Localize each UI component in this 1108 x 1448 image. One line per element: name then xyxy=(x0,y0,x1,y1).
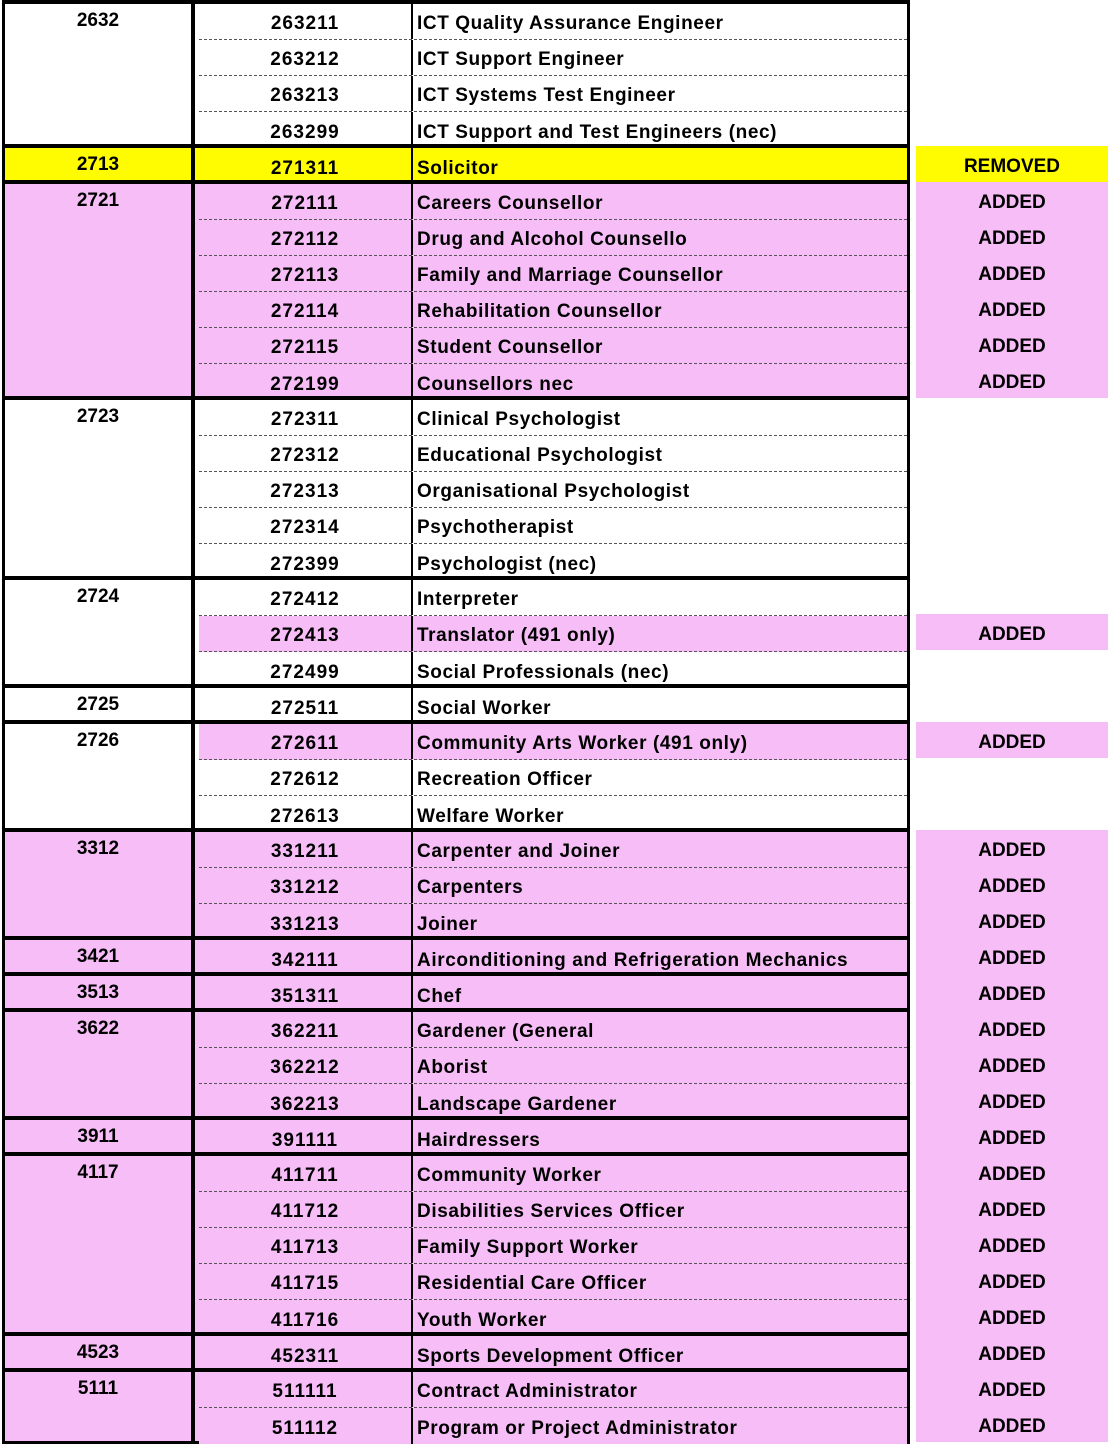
status-cell xyxy=(916,1226,1108,1262)
occupation-title-text: Family Support Worker xyxy=(417,1237,639,1258)
anzsco-code: 272611 xyxy=(270,733,340,754)
status-badge: ADDED xyxy=(978,300,1046,321)
anzsco-code: 411713 xyxy=(270,1237,340,1258)
occupation-row[interactable] xyxy=(199,544,907,580)
status-cell xyxy=(916,290,1108,326)
anzsco-code: 411715 xyxy=(270,1273,340,1294)
anzsco-code: 272511 xyxy=(270,698,340,719)
status-badge: ADDED xyxy=(978,948,1046,969)
status-cell xyxy=(916,794,1108,830)
occupation-row[interactable] xyxy=(199,1408,907,1444)
occupation-title-text: Residential Care Officer xyxy=(417,1273,647,1294)
status-cell xyxy=(916,218,1108,254)
occupation-row[interactable] xyxy=(199,1336,907,1372)
occupation-group xyxy=(2,1332,910,1372)
occupation-title-text: Careers Counsellor xyxy=(417,193,604,214)
occupation-title-text: Rehabilitation Counsellor xyxy=(417,301,663,322)
status-cell xyxy=(916,146,1108,182)
status-badge: ADDED xyxy=(978,876,1046,897)
occupation-title-text: Organisational Psychologist xyxy=(417,481,690,502)
occupation-row[interactable] xyxy=(199,652,907,688)
occupation-title xyxy=(411,400,907,435)
unit-group-code: 2724 xyxy=(5,580,195,685)
occupation-title-text: Carpenter and Joiner xyxy=(417,841,621,862)
status-cell xyxy=(916,182,1108,218)
status-cell xyxy=(916,434,1108,470)
occupation-title xyxy=(411,760,907,795)
anzsco-code: 411712 xyxy=(270,1201,340,1222)
occupation-row[interactable] xyxy=(199,832,907,868)
status-cell xyxy=(916,398,1108,434)
occupation-row[interactable] xyxy=(199,868,907,904)
status-badge: ADDED xyxy=(978,912,1046,933)
anzsco-code: 272311 xyxy=(270,409,340,430)
status-cell xyxy=(916,38,1108,74)
anzsco-code: 272112 xyxy=(270,229,340,250)
anzsco-code: 511111 xyxy=(272,1381,338,1402)
anzsco-code: 263213 xyxy=(270,85,340,106)
occupation-row[interactable] xyxy=(199,688,907,724)
occupation-row[interactable] xyxy=(199,760,907,796)
occupation-title-text: Chef xyxy=(417,986,462,1007)
occupation-title xyxy=(411,724,907,759)
unit-group-code: 4523 xyxy=(5,1336,195,1369)
occupation-title xyxy=(411,184,907,219)
anzsco-code: 272612 xyxy=(270,769,340,790)
occupation-title-text: ICT Quality Assurance Engineer xyxy=(417,13,724,34)
anzsco-code: 263299 xyxy=(270,122,340,143)
status-cell xyxy=(916,542,1108,578)
unit-group-code: 2721 xyxy=(5,184,195,397)
occupation-title xyxy=(411,1408,907,1444)
occupation-group xyxy=(2,684,910,724)
occupation-title-text: Joiner xyxy=(417,914,478,935)
unit-group-code: 3911 xyxy=(5,1120,195,1153)
anzsco-code: 362212 xyxy=(270,1057,340,1078)
status-cell xyxy=(916,1298,1108,1334)
occupation-group xyxy=(2,1152,910,1336)
occupation-row[interactable] xyxy=(199,76,907,112)
occupation-title-text: Student Counsellor xyxy=(417,337,604,358)
occupation-title-text: Sports Development Officer xyxy=(417,1346,684,1367)
status-cell xyxy=(916,326,1108,362)
status-cell xyxy=(916,254,1108,290)
occupation-group xyxy=(2,972,910,1012)
anzsco-code: 272399 xyxy=(270,554,340,575)
occupation-title xyxy=(411,1120,907,1156)
occupation-title-text: Psychotherapist xyxy=(417,517,574,538)
status-cell xyxy=(916,1262,1108,1298)
occupation-row[interactable] xyxy=(199,1120,907,1156)
occupation-title-text: Airconditioning and Refrigeration Mechanics xyxy=(417,950,849,971)
occupation-title-text: Psychologist (nec) xyxy=(417,554,597,575)
occupation-title xyxy=(411,796,907,832)
status-badge: ADDED xyxy=(978,1128,1046,1149)
status-badge: ADDED xyxy=(978,192,1046,213)
unit-group-code: 2725 xyxy=(5,688,195,721)
occupation-title-text: Carpenters xyxy=(417,877,524,898)
occupation-title-text: Social Professionals (nec) xyxy=(417,662,670,683)
status-cell xyxy=(916,1334,1108,1370)
status-cell xyxy=(916,1046,1108,1082)
occupation-title xyxy=(411,580,907,615)
status-cell xyxy=(916,110,1108,146)
occupation-row[interactable] xyxy=(199,940,907,976)
occupation-title xyxy=(411,1372,907,1407)
occupation-title xyxy=(411,1300,907,1336)
status-badge: ADDED xyxy=(978,1416,1046,1437)
anzsco-code: 331211 xyxy=(270,841,340,862)
anzsco-code: 342111 xyxy=(271,950,339,971)
anzsco-code: 272115 xyxy=(270,337,340,358)
status-cell xyxy=(916,1190,1108,1226)
status-cell xyxy=(916,1082,1108,1118)
unit-group-code: 3421 xyxy=(5,940,195,973)
occupation-group xyxy=(2,720,910,832)
occupation-row[interactable] xyxy=(199,508,907,544)
occupation-title xyxy=(411,436,907,471)
occupation-row[interactable] xyxy=(199,184,907,220)
occupation-title xyxy=(411,832,907,867)
anzsco-code: 411716 xyxy=(270,1310,340,1331)
status-cell xyxy=(916,470,1108,506)
occupation-title xyxy=(411,1336,907,1372)
anzsco-code: 272111 xyxy=(271,193,339,214)
status-badge: ADDED xyxy=(978,264,1046,285)
anzsco-code: 272412 xyxy=(270,589,340,610)
occupation-title-text: ICT Systems Test Engineer xyxy=(417,85,676,106)
status-cell xyxy=(916,686,1108,722)
occupation-row[interactable] xyxy=(199,112,907,148)
occupation-row[interactable] xyxy=(199,256,907,292)
status-badge: ADDED xyxy=(978,840,1046,861)
occupation-title-text: ICT Support Engineer xyxy=(417,49,625,70)
status-cell xyxy=(916,1010,1108,1046)
status-badge: ADDED xyxy=(978,1344,1046,1365)
status-badge: ADDED xyxy=(978,1200,1046,1221)
occupation-title xyxy=(411,1192,907,1227)
occupation-row[interactable] xyxy=(199,1264,907,1300)
occupation-row[interactable] xyxy=(199,580,907,616)
anzsco-code: 271311 xyxy=(270,158,340,179)
unit-group-code: 3312 xyxy=(5,832,195,937)
anzsco-code: 331212 xyxy=(270,877,340,898)
occupation-title xyxy=(411,940,907,976)
occupation-group xyxy=(2,828,910,940)
occupation-group xyxy=(2,1008,910,1120)
occupation-title xyxy=(411,1048,907,1083)
occupation-row[interactable] xyxy=(199,1084,907,1120)
occupation-title-text: Social Worker xyxy=(417,698,552,719)
occupation-group xyxy=(2,144,910,184)
anzsco-code: 272313 xyxy=(270,481,340,502)
occupation-title-text: Disabilities Services Officer xyxy=(417,1201,685,1222)
occupation-row[interactable] xyxy=(199,1300,907,1336)
occupation-title-text: Clinical Psychologist xyxy=(417,409,621,430)
occupation-title xyxy=(411,1228,907,1263)
occupation-row[interactable] xyxy=(199,292,907,328)
occupation-title xyxy=(411,508,907,543)
occupation-title xyxy=(411,328,907,363)
occupation-title xyxy=(411,1012,907,1047)
occupation-row[interactable] xyxy=(199,40,907,76)
status-cell xyxy=(916,902,1108,938)
status-cell xyxy=(916,974,1108,1010)
status-cell xyxy=(916,1118,1108,1154)
status-badge: ADDED xyxy=(978,228,1046,249)
occupation-row[interactable] xyxy=(199,148,907,184)
occupation-group xyxy=(2,396,910,580)
status-cell xyxy=(916,866,1108,902)
occupation-title-text: Interpreter xyxy=(417,589,519,610)
occupation-title xyxy=(411,364,907,400)
occupation-title-text: Family and Marriage Counsellor xyxy=(417,265,724,286)
occupation-title xyxy=(411,868,907,903)
anzsco-code: 272314 xyxy=(270,517,340,538)
occupation-row[interactable] xyxy=(199,976,907,1012)
anzsco-code: 362213 xyxy=(270,1094,340,1115)
status-cell xyxy=(916,2,1108,38)
occupation-title-text: Solicitor xyxy=(417,158,499,179)
status-badge: ADDED xyxy=(978,1056,1046,1077)
occupation-group xyxy=(2,576,910,688)
occupation-title-text: Landscape Gardener xyxy=(417,1094,617,1115)
occupation-title-text: Community Arts Worker (491 only) xyxy=(417,733,748,754)
anzsco-code: 331213 xyxy=(270,914,340,935)
occupation-title xyxy=(411,112,907,148)
occupation-group xyxy=(2,180,910,400)
occupation-title xyxy=(411,256,907,291)
anzsco-code: 272312 xyxy=(270,445,340,466)
unit-group-code: 3622 xyxy=(5,1012,195,1117)
anzsco-code: 272113 xyxy=(270,265,340,286)
status-cell xyxy=(916,1370,1108,1406)
unit-group-code: 2713 xyxy=(5,148,195,181)
occupation-title-text: Educational Psychologist xyxy=(417,445,663,466)
occupation-title-text: Program or Project Administrator xyxy=(417,1418,738,1439)
unit-group-code: 2726 xyxy=(5,724,195,829)
status-badge: ADDED xyxy=(978,1092,1046,1113)
status-badge: ADDED xyxy=(978,1272,1046,1293)
occupation-title-text: Aborist xyxy=(417,1057,488,1078)
anzsco-code: 511112 xyxy=(271,1418,339,1439)
occupation-title xyxy=(411,76,907,111)
unit-group-code: 4117 xyxy=(5,1156,195,1333)
occupation-row[interactable] xyxy=(199,1012,907,1048)
status-badge: ADDED xyxy=(978,732,1046,753)
unit-group-code: 3513 xyxy=(5,976,195,1009)
occupation-group xyxy=(2,1368,910,1444)
status-cell xyxy=(916,578,1108,614)
status-badge: ADDED xyxy=(978,1380,1046,1401)
status-cell xyxy=(916,938,1108,974)
status-badge: ADDED xyxy=(978,984,1046,1005)
occupation-group xyxy=(2,936,910,976)
anzsco-code: 411711 xyxy=(271,1165,339,1186)
occupation-title-text: Youth Worker xyxy=(417,1310,548,1331)
status-badge: REMOVED xyxy=(963,156,1061,177)
occupation-row[interactable] xyxy=(199,472,907,508)
occupation-title xyxy=(411,688,907,724)
status-cell xyxy=(916,506,1108,542)
status-badge: ADDED xyxy=(978,1308,1046,1329)
status-badge: ADDED xyxy=(978,336,1046,357)
unit-group-code: 2632 xyxy=(5,4,195,145)
status-cell xyxy=(916,650,1108,686)
anzsco-code: 272413 xyxy=(270,625,340,646)
occupation-title xyxy=(411,976,907,1012)
occupation-title-text: Recreation Officer xyxy=(417,769,593,790)
occupation-title xyxy=(411,904,907,940)
occupation-row[interactable] xyxy=(199,1156,907,1192)
occupation-title-text: Community Worker xyxy=(417,1165,602,1186)
occupation-row[interactable] xyxy=(199,400,907,436)
occupation-row[interactable] xyxy=(199,328,907,364)
status-badge: ADDED xyxy=(978,624,1046,645)
occupation-row[interactable] xyxy=(199,436,907,472)
occupation-title xyxy=(411,1156,907,1191)
occupation-row[interactable] xyxy=(199,1372,907,1408)
occupation-title xyxy=(411,1264,907,1299)
occupation-row[interactable] xyxy=(199,904,907,940)
unit-group-code: 2723 xyxy=(5,400,195,577)
occupation-row[interactable] xyxy=(199,796,907,832)
status-cell xyxy=(916,830,1108,866)
occupation-title-text: ICT Support and Test Engineers (nec) xyxy=(417,122,778,143)
status-cell xyxy=(916,614,1108,650)
occupation-title-text: Hairdressers xyxy=(417,1130,541,1151)
occupation-row[interactable] xyxy=(199,616,907,652)
unit-group-code: 5111 xyxy=(5,1372,195,1441)
occupation-row[interactable] xyxy=(199,724,907,760)
occupation-row[interactable] xyxy=(199,220,907,256)
anzsco-code: 272613 xyxy=(270,806,340,827)
occupation-title-text: Welfare Worker xyxy=(417,806,565,827)
anzsco-code: 272114 xyxy=(270,301,340,322)
status-cell xyxy=(916,722,1108,758)
status-badge: ADDED xyxy=(978,1236,1046,1257)
status-cell xyxy=(916,74,1108,110)
anzsco-code: 272199 xyxy=(270,374,340,395)
status-badge: ADDED xyxy=(978,1164,1046,1185)
occupation-title xyxy=(411,616,907,651)
occupation-title xyxy=(411,1084,907,1120)
status-cell xyxy=(916,1406,1108,1442)
occupation-title xyxy=(411,292,907,327)
status-cell xyxy=(916,758,1108,794)
occupation-title-text: Gardener (General xyxy=(417,1021,595,1042)
anzsco-code: 263211 xyxy=(270,13,340,34)
status-badge: ADDED xyxy=(978,1020,1046,1041)
occupation-title xyxy=(411,472,907,507)
occupation-row[interactable] xyxy=(199,1192,907,1228)
occupation-title xyxy=(411,220,907,255)
status-cell xyxy=(916,362,1108,398)
occupation-title xyxy=(411,148,907,184)
occupation-title xyxy=(411,544,907,580)
occupation-title-text: Translator (491 only) xyxy=(417,625,616,646)
anzsco-code: 351311 xyxy=(270,986,340,1007)
anzsco-code: 391111 xyxy=(271,1130,339,1151)
occupation-title xyxy=(411,40,907,75)
occupation-title-text: Counsellors nec xyxy=(417,374,574,395)
anzsco-code: 263212 xyxy=(270,49,340,70)
anzsco-code: 362211 xyxy=(270,1021,340,1042)
occupation-title-text: Drug and Alcohol Counsello xyxy=(417,229,688,250)
occupation-title xyxy=(411,4,907,39)
status-badge: ADDED xyxy=(978,372,1046,393)
occupation-row[interactable] xyxy=(199,4,907,40)
anzsco-code: 272499 xyxy=(270,662,340,683)
occupation-row[interactable] xyxy=(199,1228,907,1264)
occupation-row[interactable] xyxy=(199,1048,907,1084)
status-cell xyxy=(916,1154,1108,1190)
occupation-group xyxy=(2,0,910,148)
occupation-title-text: Contract Administrator xyxy=(417,1381,638,1402)
occupation-group xyxy=(2,1116,910,1156)
occupation-row[interactable] xyxy=(199,364,907,400)
occupation-title xyxy=(411,652,907,688)
anzsco-code: 452311 xyxy=(270,1346,340,1367)
